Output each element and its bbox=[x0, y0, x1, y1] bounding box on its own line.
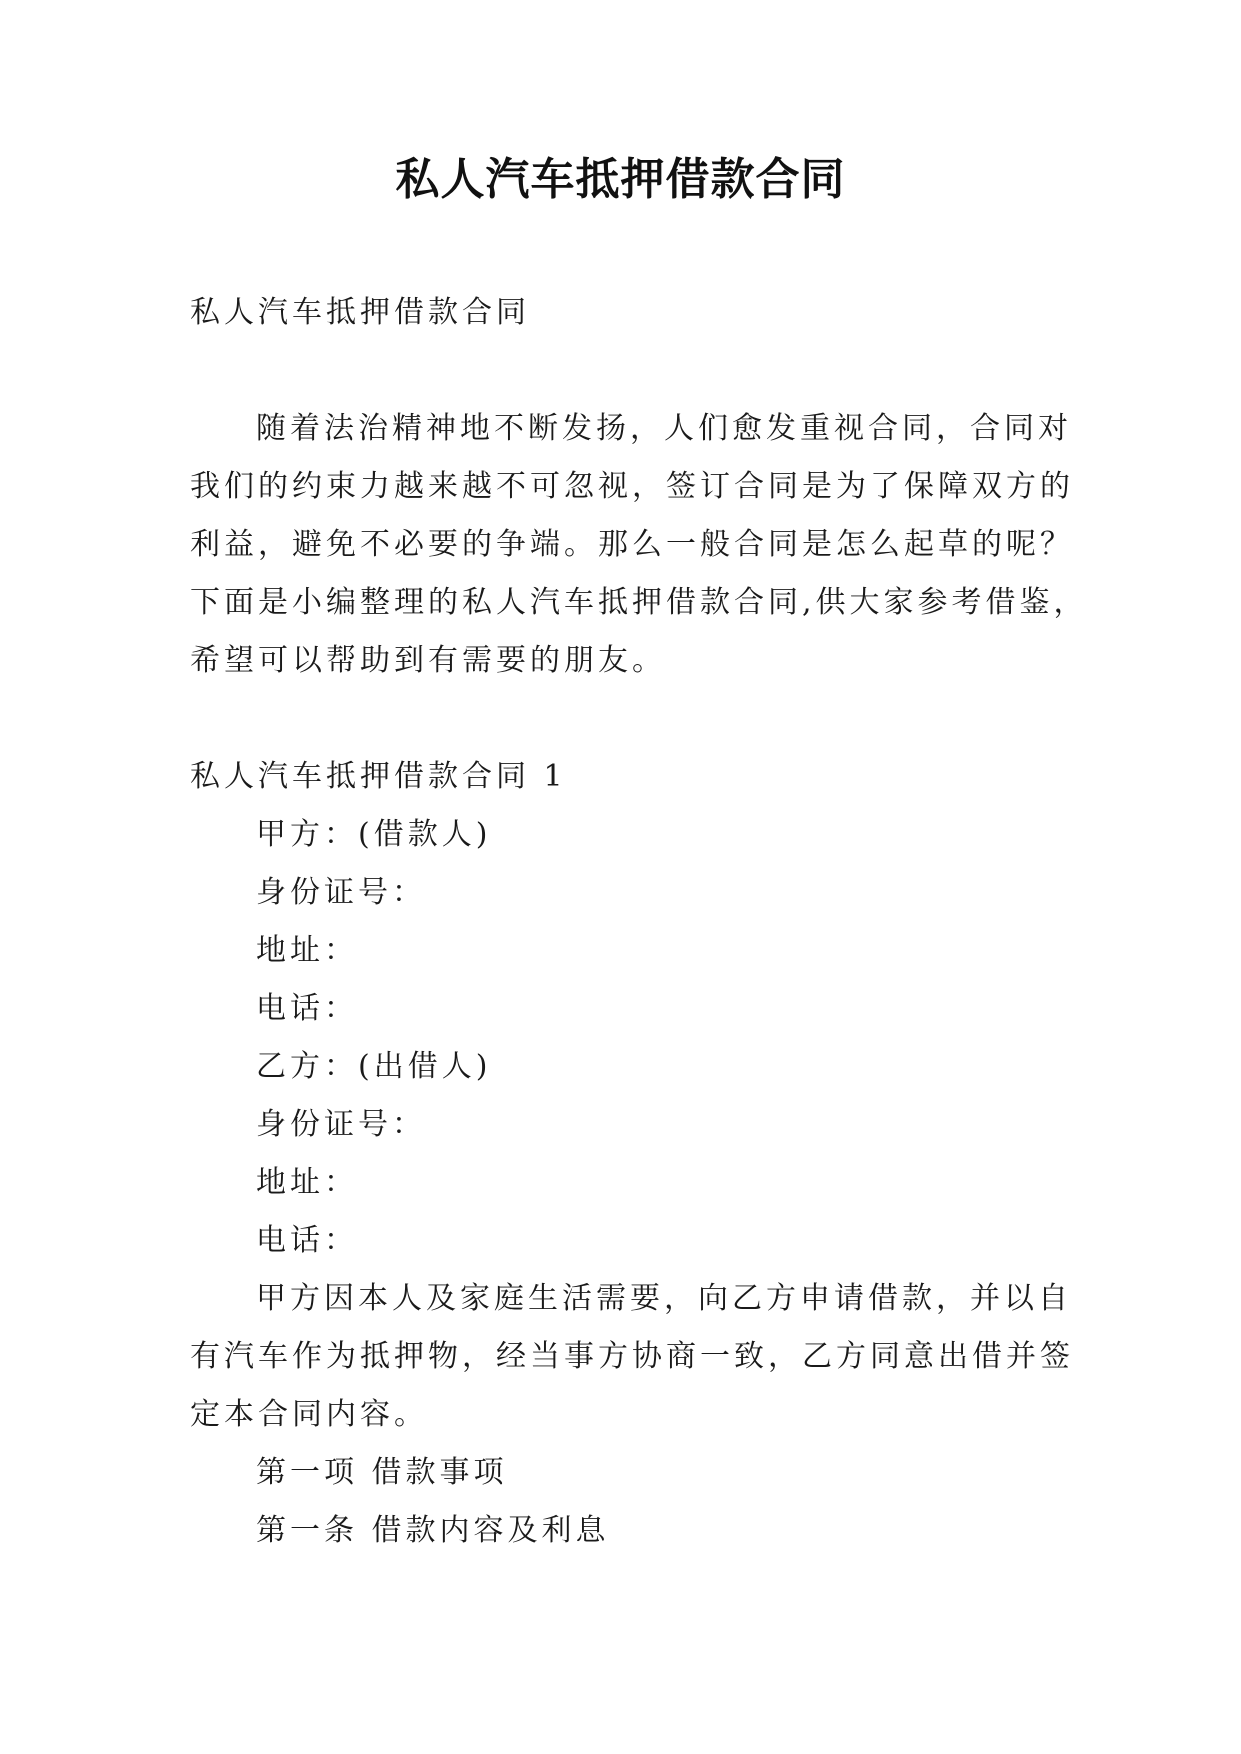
party-a-phone-label: 电话： bbox=[256, 991, 358, 1026]
intro-line: 随着法治精神地不断发扬，人们愈发重视合同，合同对 bbox=[256, 411, 1072, 446]
party-b-label: 乙方：(出借人) bbox=[256, 1049, 492, 1084]
party-a-id-label: 身份证号： bbox=[256, 875, 426, 910]
purpose-paragraph bbox=[190, 1270, 1074, 1444]
purpose-line: 有汽车作为抵押物，经当事方协商一致，乙方同意出借并签 bbox=[190, 1339, 1074, 1374]
party-a-label: 甲方：(借款人) bbox=[256, 817, 492, 852]
intro-line: 希望可以帮助到有需要的朋友。 bbox=[190, 643, 666, 678]
purpose-line: 甲方因本人及家庭生活需要，向乙方申请借款，并以自 bbox=[256, 1281, 1072, 1316]
intro-line: 下面是小编整理的私人汽车抵押借款合同,供大家参考借鉴， bbox=[190, 585, 1088, 620]
intro-paragraph bbox=[190, 400, 1088, 690]
section-heading: 私人汽车抵押借款合同 1 bbox=[190, 759, 567, 794]
party-b-id-label: 身份证号： bbox=[256, 1107, 426, 1142]
item-heading: 第一项 借款事项 bbox=[256, 1455, 508, 1490]
document-subtitle: 私人汽车抵押借款合同 bbox=[190, 295, 530, 330]
party-b-phone-label: 电话： bbox=[256, 1223, 358, 1258]
party-a-address-label: 地址： bbox=[256, 933, 358, 968]
document-body bbox=[190, 284, 1088, 1560]
intro-line: 利益，避免不必要的争端。那么一般合同是怎么起草的呢？ bbox=[190, 527, 1074, 562]
party-a-block bbox=[190, 806, 1050, 1038]
intro-line: 我们的约束力越来越不可忽视，签订合同是为了保障双方的 bbox=[190, 469, 1074, 504]
party-b-block bbox=[190, 1038, 1050, 1270]
clause-heading: 第一条 借款内容及利息 bbox=[256, 1513, 610, 1548]
document-title: 私人汽车抵押借款合同 bbox=[395, 154, 846, 205]
spacer bbox=[190, 690, 1050, 748]
party-b-address-label: 地址： bbox=[256, 1165, 358, 1200]
purpose-line: 定本合同内容。 bbox=[190, 1397, 428, 1432]
spacer bbox=[190, 342, 1050, 400]
